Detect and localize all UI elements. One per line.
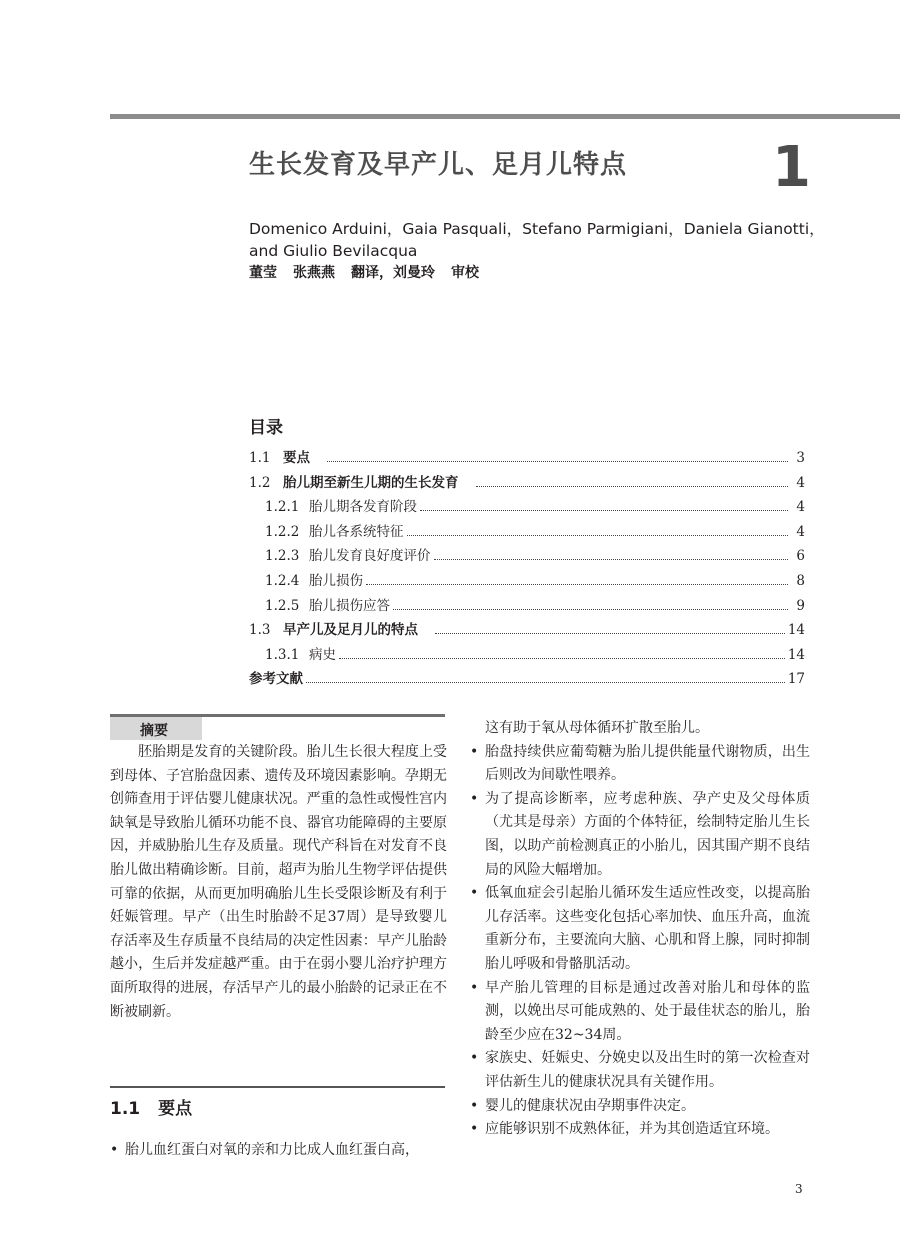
translator-name-2: 张燕燕: [293, 265, 335, 281]
toc-leader-dots: [407, 535, 789, 536]
toc-entry-page: 17: [787, 671, 805, 688]
bullet-text: 低氧血症会引起胎儿循环发生适应性改变，以提高胎儿存活率。这些变化包括心率加快、血压升高，血流重新分布，主要流向大脑、心肌和肾上腺，同时抑制胎儿呼吸和骨骼肌活动。: [485, 885, 810, 972]
toc-entry-number: 1.2.1: [265, 499, 300, 516]
bullet-text: 为了提高诊断率，应考虑种族、孕产史及父母体质（尤其是母亲）方面的个体特征，绘制特定胎儿生长图，以助产前检测真正的小胎儿，因其围产期不良结局的风险大幅增加。: [485, 790, 810, 878]
bullet-item: [470, 788, 810, 882]
toc-entry-page: 4: [796, 474, 805, 491]
toc-entry[interactable]: [249, 569, 805, 594]
bullet-continuation: 这有助于氧从母体循环扩散至胎儿。: [485, 720, 709, 736]
toc-leader-dots: [339, 658, 785, 659]
authors-line-2: and Giulio Bevilacqua: [249, 242, 418, 260]
bullet-dot-icon: •: [470, 790, 479, 807]
bullet-dot-icon: •: [470, 885, 479, 902]
bullet-text: 胎盘持续供应葡萄糖为胎儿提供能量代谢物质，出生后则改为间歇性喂养。: [485, 743, 810, 784]
toc-entry-number: 1.3: [249, 622, 271, 639]
toc-entry-label: 胎儿期至新生儿期的生长发育: [283, 474, 459, 491]
section-number: 1.1: [110, 1099, 141, 1119]
toc-entry-label: 胎儿发育良好度评价: [309, 548, 431, 565]
translators: [249, 262, 495, 282]
translator-role-2: 审校: [451, 265, 479, 281]
bullet-item: [110, 1139, 450, 1163]
toc-entry-label: 胎儿期各发育阶段: [309, 499, 417, 516]
toc-entry-number: 1.3.1: [265, 646, 300, 663]
toc-entry[interactable]: [249, 643, 805, 668]
table-of-contents: [249, 446, 805, 692]
toc-entry[interactable]: [249, 446, 805, 471]
toc-leader-dots: [393, 609, 788, 610]
bullet-item: [470, 977, 810, 1048]
abstract-label: 摘要: [140, 723, 168, 739]
toc-entry[interactable]: [249, 667, 805, 692]
chapter-title: 生长发育及早产儿、足月儿特点: [249, 150, 628, 180]
toc-leader-dots: [434, 559, 789, 560]
bullet-dot-icon: •: [470, 743, 479, 760]
toc-entry-number: 1.2.4: [265, 572, 300, 589]
section-rule: [110, 1086, 445, 1088]
bullet-dot-icon: •: [470, 1050, 479, 1067]
bullet-text: 婴儿的健康状况由孕期事件决定。: [485, 1097, 695, 1114]
toc-entry[interactable]: [249, 618, 805, 643]
bullet-text: 早产胎儿管理的目标是通过改善对胎儿和母体的监测，以娩出尽可能成熟的、处于最佳状态的胎儿，胎龄至少应在32~34周。: [485, 979, 810, 1043]
toc-entry-page: 14: [787, 646, 805, 663]
toc-entry-number: 1.2.5: [265, 597, 300, 614]
section-title: 要点: [158, 1099, 193, 1119]
toc-entry-number: 1.1: [249, 450, 271, 466]
translator-name-1: 董莹: [249, 265, 277, 281]
bullet-item: [470, 1095, 810, 1119]
toc-entry[interactable]: [249, 495, 805, 520]
toc-entry-page: 3: [796, 450, 805, 466]
toc-entry[interactable]: [249, 471, 805, 496]
bullet-dot-icon: •: [470, 1097, 479, 1114]
toc-entry-number: 1.2.2: [265, 523, 300, 540]
bullet-text: 家族史、妊娠史、分娩史以及出生时的第一次检查对评估新生儿的健康状况具有关键作用。: [485, 1050, 810, 1090]
section-heading: [110, 1094, 192, 1119]
bullet-item: [470, 1118, 810, 1142]
bullet-item: [470, 882, 810, 976]
authors-line-1: Domenico Arduini，Gaia Pasquali，Stefano Parmigiani，Daniela Gianotti，: [249, 220, 825, 238]
bullet-dot-icon: •: [470, 1121, 479, 1138]
toc-entry-page: 4: [796, 499, 805, 516]
toc-entry-label: 参考文献: [249, 671, 303, 688]
toc-entry-label: 早产儿及足月儿的特点: [283, 622, 418, 639]
chapter-number: 1: [772, 135, 811, 200]
bullet-item: [470, 1047, 810, 1094]
toc-entry-page: 8: [796, 572, 805, 589]
toc-leader-dots: [306, 682, 785, 683]
toc-entry-label: 病史: [309, 646, 336, 663]
toc-entry-page: 6: [796, 548, 805, 565]
top-rule: [110, 114, 900, 119]
toc-entry-page: 4: [796, 523, 805, 540]
abstract-text: 胚胎期是发育的关键阶段。胎儿生长很大程度上受到母体、子宫胎盘因素、遗传及环境因素影响。孕期无创筛查用于评估婴儿健康状况。严重的急性或慢性宫内缺氧是导致胎儿循环功能不良、器官功能障碍的主要原因，并威胁胎儿生存及质量。现代产科旨在对发育不良胎儿做出精确诊断。目前，超声为胎儿生物学评估提供可靠的依据，从而更加明确胎儿生长受限诊断及有利于妊娠管理。早产（出生时胎龄不足37周）是导致婴儿存活率及生存质量不良结局的决定性因素：早产儿胎龄越小，生后并发症越严重。由于在弱小婴儿治疗护理方面所取得的进展，存活早产儿的最小胎龄的记录正在不断被刷新。: [110, 744, 447, 1020]
bullet-text: 应能够识别不成熟体征，并为其创造适宜环境。: [485, 1121, 779, 1138]
page-number: 3: [795, 1182, 803, 1196]
translator-role-1: 翻译，刘曼玲: [351, 265, 435, 281]
toc-leader-dots: [420, 510, 788, 511]
toc-entry-label: 胎儿损伤: [309, 572, 363, 589]
toc-entry-number: 1.2.3: [265, 548, 300, 565]
toc-leader-dots: [327, 461, 788, 462]
bullet-dot-icon: •: [110, 1142, 119, 1158]
toc-entry[interactable]: [249, 520, 805, 545]
toc-leader-dots: [476, 486, 789, 487]
toc-entry-page: 9: [796, 597, 805, 614]
toc-entry[interactable]: [249, 544, 805, 569]
toc-entry[interactable]: [249, 594, 805, 619]
toc-heading: 目录: [249, 418, 283, 438]
toc-entry-label: 要点: [283, 450, 310, 466]
bullet-item: [470, 741, 810, 788]
toc-entry-number: 1.2: [249, 474, 271, 491]
right-column: [470, 717, 810, 1142]
toc-leader-dots: [435, 633, 785, 634]
authors: [249, 218, 825, 262]
toc-entry-label: 胎儿损伤应答: [309, 597, 390, 614]
toc-entry-label: 胎儿各系统特征: [309, 523, 404, 540]
bullet-dot-icon: •: [470, 979, 479, 996]
toc-entry-page: 14: [787, 622, 805, 639]
toc-leader-dots: [366, 584, 788, 585]
bullet-text: 胎儿血红蛋白对氧的亲和力比成人血红蛋白高，: [125, 1142, 419, 1158]
